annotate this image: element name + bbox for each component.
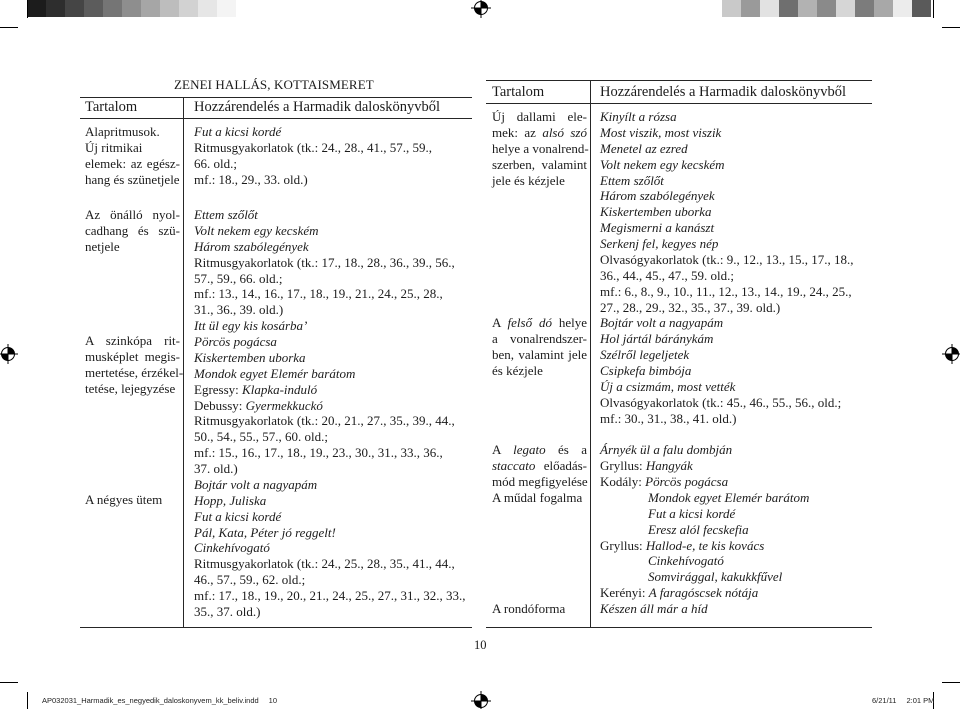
topic-block: [85, 333, 184, 397]
composer: Gryllus:: [600, 458, 643, 474]
exercise-reference: Ritmusgyakorlatok (tk.: 17., 18., 28., 36., 39., 56.,: [194, 254, 455, 270]
topic-term: felső dó: [507, 315, 552, 331]
listening-piece: [194, 382, 466, 398]
registration-mark-icon: [942, 344, 960, 364]
work-title: Hallod-e, te kis kovács: [645, 537, 765, 553]
topic-line: jele és kézjele: [492, 172, 565, 188]
topic-term: staccato: [492, 458, 536, 474]
song-title: Pál, Kata, Péter jó reggelt!: [194, 524, 336, 540]
section-heading: ZENEI HALLÁS, KOTTAISMERET: [174, 77, 374, 92]
exercise-reference: mf.: 6., 8., 9., 10., 11., 12., 13., 14., 19., 24., 25.,: [600, 283, 852, 299]
table-header-assignment: Hozzárendelés a Harmadik daloskönyvből: [600, 84, 847, 100]
exercise-reference: 37. old.): [194, 461, 238, 476]
assignment-block: [600, 442, 809, 617]
song-title: Menetel az ezred: [600, 140, 688, 156]
exercise-reference: 46., 57., 59., 62. old.;: [194, 572, 306, 588]
song-title: Volt nekem egy kecském: [194, 222, 319, 238]
topic-line: mód megfigyelése: [492, 474, 588, 490]
topic-line: ben, valamint jele: [492, 347, 587, 363]
exercise-reference: Olvasógyakorlatok (tk.: 45., 46., 55., 56., old.;: [600, 394, 842, 410]
topic-text: előadás-: [543, 458, 587, 474]
table-column-divider: [183, 97, 184, 628]
work-title: Somvirággal, kakukkfűvel: [648, 569, 783, 585]
assignment-block: [194, 124, 432, 188]
song-title: Kiskertemben uborka: [600, 204, 712, 220]
slug-page: 10: [268, 696, 278, 705]
exercise-reference: Ritmusgyakorlatok (tk.: 20., 21., 27., 35., 39., 44.,: [194, 413, 455, 429]
table-header-content: Tartalom: [85, 99, 138, 115]
exercise-reference: mf.: 13., 14., 16., 17., 18., 19., 21., 24., 25., 28.,: [194, 286, 443, 302]
topic-block: [492, 315, 587, 379]
topic-line: musképlet megis-: [85, 348, 180, 364]
topic-line: elemek: az egész-: [85, 155, 180, 171]
crop-mark: [27, 692, 28, 709]
topic-line: cadhang és szü-: [85, 222, 180, 238]
topic-block: [492, 109, 587, 188]
topic-line: szerben, valamint: [492, 156, 587, 172]
song-title: Hopp, Juliska: [194, 492, 267, 508]
topic-line: Új dallami ele-: [492, 109, 587, 124]
topic-term: alsó szó: [542, 124, 587, 140]
topic-line: tetése, lejegyzése: [85, 380, 176, 396]
song-title: Bojtár volt a nagyapám: [600, 315, 724, 331]
exercise-reference: 50., 54., 55., 57., 60. old.;: [194, 429, 328, 445]
topic-block: [85, 124, 180, 188]
exercise-reference: 31., 36., 39. old.): [194, 302, 284, 318]
composer: Kodály:: [600, 474, 642, 490]
exercise-reference: Olvasógyakorlatok (tk.: 9., 12., 13., 15., 17., 18.,: [600, 251, 854, 267]
song-title: Készen áll már a híd: [600, 601, 708, 617]
work-title: Cinkehívogató: [648, 553, 724, 569]
slug-timestamp: [872, 696, 934, 706]
exercise-reference: Ritmusgyakorlatok (tk.: 24., 28., 41., 57., 59.,: [194, 139, 432, 155]
table-column-divider: [590, 80, 591, 628]
song-title: Itt ül egy kis kosárba’: [194, 318, 308, 334]
topic-line: [492, 315, 587, 331]
composer: Kerényi:: [600, 585, 646, 601]
topic-line: hang és szünetjele: [85, 171, 180, 187]
listening-piece: [600, 585, 809, 601]
song-title: Serkenj fel, kegyes nép: [600, 236, 719, 251]
topic-text: helye: [558, 315, 588, 331]
topic-line: Alapritmusok.: [85, 124, 160, 139]
song-title: Három szabólegények: [600, 188, 715, 204]
topic-block: [492, 601, 587, 617]
crop-mark: [942, 27, 960, 28]
topic-line: A négyes ütem: [85, 492, 163, 507]
crop-mark: [942, 682, 960, 683]
topic-text: A: [492, 442, 501, 458]
song-title: Szélről legeljetek: [600, 347, 690, 363]
topic-line: netjele: [85, 238, 120, 254]
topic-line: [492, 458, 587, 474]
topic-line: [492, 125, 587, 141]
crop-mark: [933, 0, 934, 18]
table-bottom-rule: [80, 627, 472, 628]
exercise-reference: 36., 44., 45., 47., 59. old.;: [600, 267, 734, 283]
work-title: Pörcös pogácsa: [645, 474, 729, 490]
song-title: Bojtár volt a nagyapám: [194, 476, 318, 492]
song-title: Cinkehívogató: [194, 540, 270, 556]
table-header-rule: [80, 118, 472, 119]
topic-line: és kézjele: [492, 363, 543, 379]
topic-line: A szinkópa rit-: [85, 333, 180, 348]
song-title: Most viszik, most viszik: [600, 124, 722, 140]
topic-term: legato: [513, 442, 546, 458]
work-title: Hangyák: [645, 458, 693, 474]
song-title: Kinyílt a rózsa: [600, 109, 677, 124]
table-header-content: Tartalom: [492, 84, 545, 100]
exercise-reference: 66. old.;: [194, 155, 237, 171]
song-title: Mondok egyet Elemér barátom: [194, 365, 356, 381]
topic-line: A rondóforma: [492, 601, 566, 616]
registration-mark-icon: [0, 344, 18, 364]
song-title: Árnyék ül a falu dombján: [600, 442, 733, 458]
song-title: Ettem szőlőt: [600, 172, 664, 188]
song-title: Ettem szőlőt: [194, 207, 258, 222]
assignment-block: [194, 207, 466, 620]
topic-text: és a: [557, 442, 587, 458]
work-title: Fut a kicsi kordé: [648, 505, 736, 521]
crop-mark: [0, 27, 18, 28]
table-header-assignment: Hozzárendelés a Harmadik daloskönyvből: [194, 99, 441, 115]
crop-mark: [0, 682, 18, 683]
composer: Egressy:: [194, 381, 239, 397]
topic-block: [85, 492, 180, 508]
listening-piece: [600, 458, 809, 474]
exercise-reference: mf.: 30., 31., 38., 41. old.): [600, 410, 737, 426]
composer: Debussy:: [194, 397, 243, 413]
topic-line: Az önálló nyol-: [85, 207, 180, 222]
song-title: Fut a kicsi kordé: [194, 508, 282, 524]
topic-block: [85, 207, 180, 255]
topic-line: mertetése, érzékel-: [85, 364, 184, 380]
work-title: Eresz alól fecskefia: [648, 521, 749, 537]
color-bar-right: [722, 0, 931, 17]
composer: Gryllus:: [600, 537, 643, 553]
topic-line: [492, 442, 587, 458]
song-title: Pörcös pogácsa: [194, 334, 277, 349]
exercise-reference: mf.: 15., 16., 17., 18., 19., 23., 30., 31., 33., 36.,: [194, 445, 443, 461]
topic-text: mek: az: [492, 124, 536, 140]
listening-piece: [600, 538, 809, 554]
work-title: A faragóscsek nótája: [648, 585, 759, 601]
registration-mark-icon: [471, 0, 491, 18]
listening-piece: [194, 398, 466, 414]
exercise-reference: mf.: 17., 18., 19., 20., 21., 24., 25., 27., 31., 32., 33.,: [194, 588, 466, 603]
song-title: Három szabólegények: [194, 238, 309, 254]
work-title: Mondok egyet Elemér barátom: [648, 489, 810, 505]
exercise-reference: mf.: 18., 29., 33. old.): [194, 171, 308, 187]
topic-line: a vonalrendszer-: [492, 331, 587, 347]
table-top-rule: [486, 80, 872, 81]
topic-line: helye a vonalrend-: [492, 140, 589, 156]
song-title: Fut a kicsi kordé: [194, 124, 282, 139]
slug-date: 6/21/11: [872, 696, 897, 705]
song-title: Volt nekem egy kecském: [600, 156, 725, 172]
work-title: Gyermekkuckó: [245, 397, 323, 413]
work-title: Klapka-induló: [242, 381, 318, 397]
topic-block: [492, 442, 587, 506]
crop-mark: [27, 0, 28, 18]
grayscale-bar-left: [27, 0, 236, 17]
exercise-reference: 57., 59., 66. old.;: [194, 270, 283, 286]
registration-mark-icon: [471, 691, 491, 709]
exercise-reference: 35., 37. old.): [194, 603, 261, 619]
table-header-rule: [486, 103, 872, 104]
listening-piece: [600, 474, 809, 490]
page-number: 10: [474, 638, 487, 652]
song-title: Kiskertemben uborka: [194, 349, 306, 365]
slug-file-info: [42, 696, 277, 706]
exercise-reference: Ritmusgyakorlatok (tk.: 24., 25., 28., 35., 41., 44.,: [194, 556, 455, 572]
topic-line: Új ritmikai: [85, 139, 143, 155]
topic-line: A műdal fogalma: [492, 489, 583, 505]
assignment-block: [600, 109, 853, 427]
slug-time: 2:01 PM: [906, 696, 935, 705]
song-title: Hol jártál báránykám: [600, 331, 714, 347]
song-title: Csipkefa bimbója: [600, 363, 692, 378]
exercise-reference: 27., 28., 29., 32., 35., 37., 39. old.): [600, 299, 781, 315]
topic-text: A: [492, 315, 501, 331]
song-title: Új a csizmám, most vették: [600, 378, 736, 394]
song-title: Megismerni a kanászt: [600, 220, 715, 236]
table-bottom-rule: [486, 627, 872, 628]
slug-filename: AP032031_Harmadik_es_negyedik_daloskonyvem_kk_beliv.indd: [42, 696, 259, 705]
